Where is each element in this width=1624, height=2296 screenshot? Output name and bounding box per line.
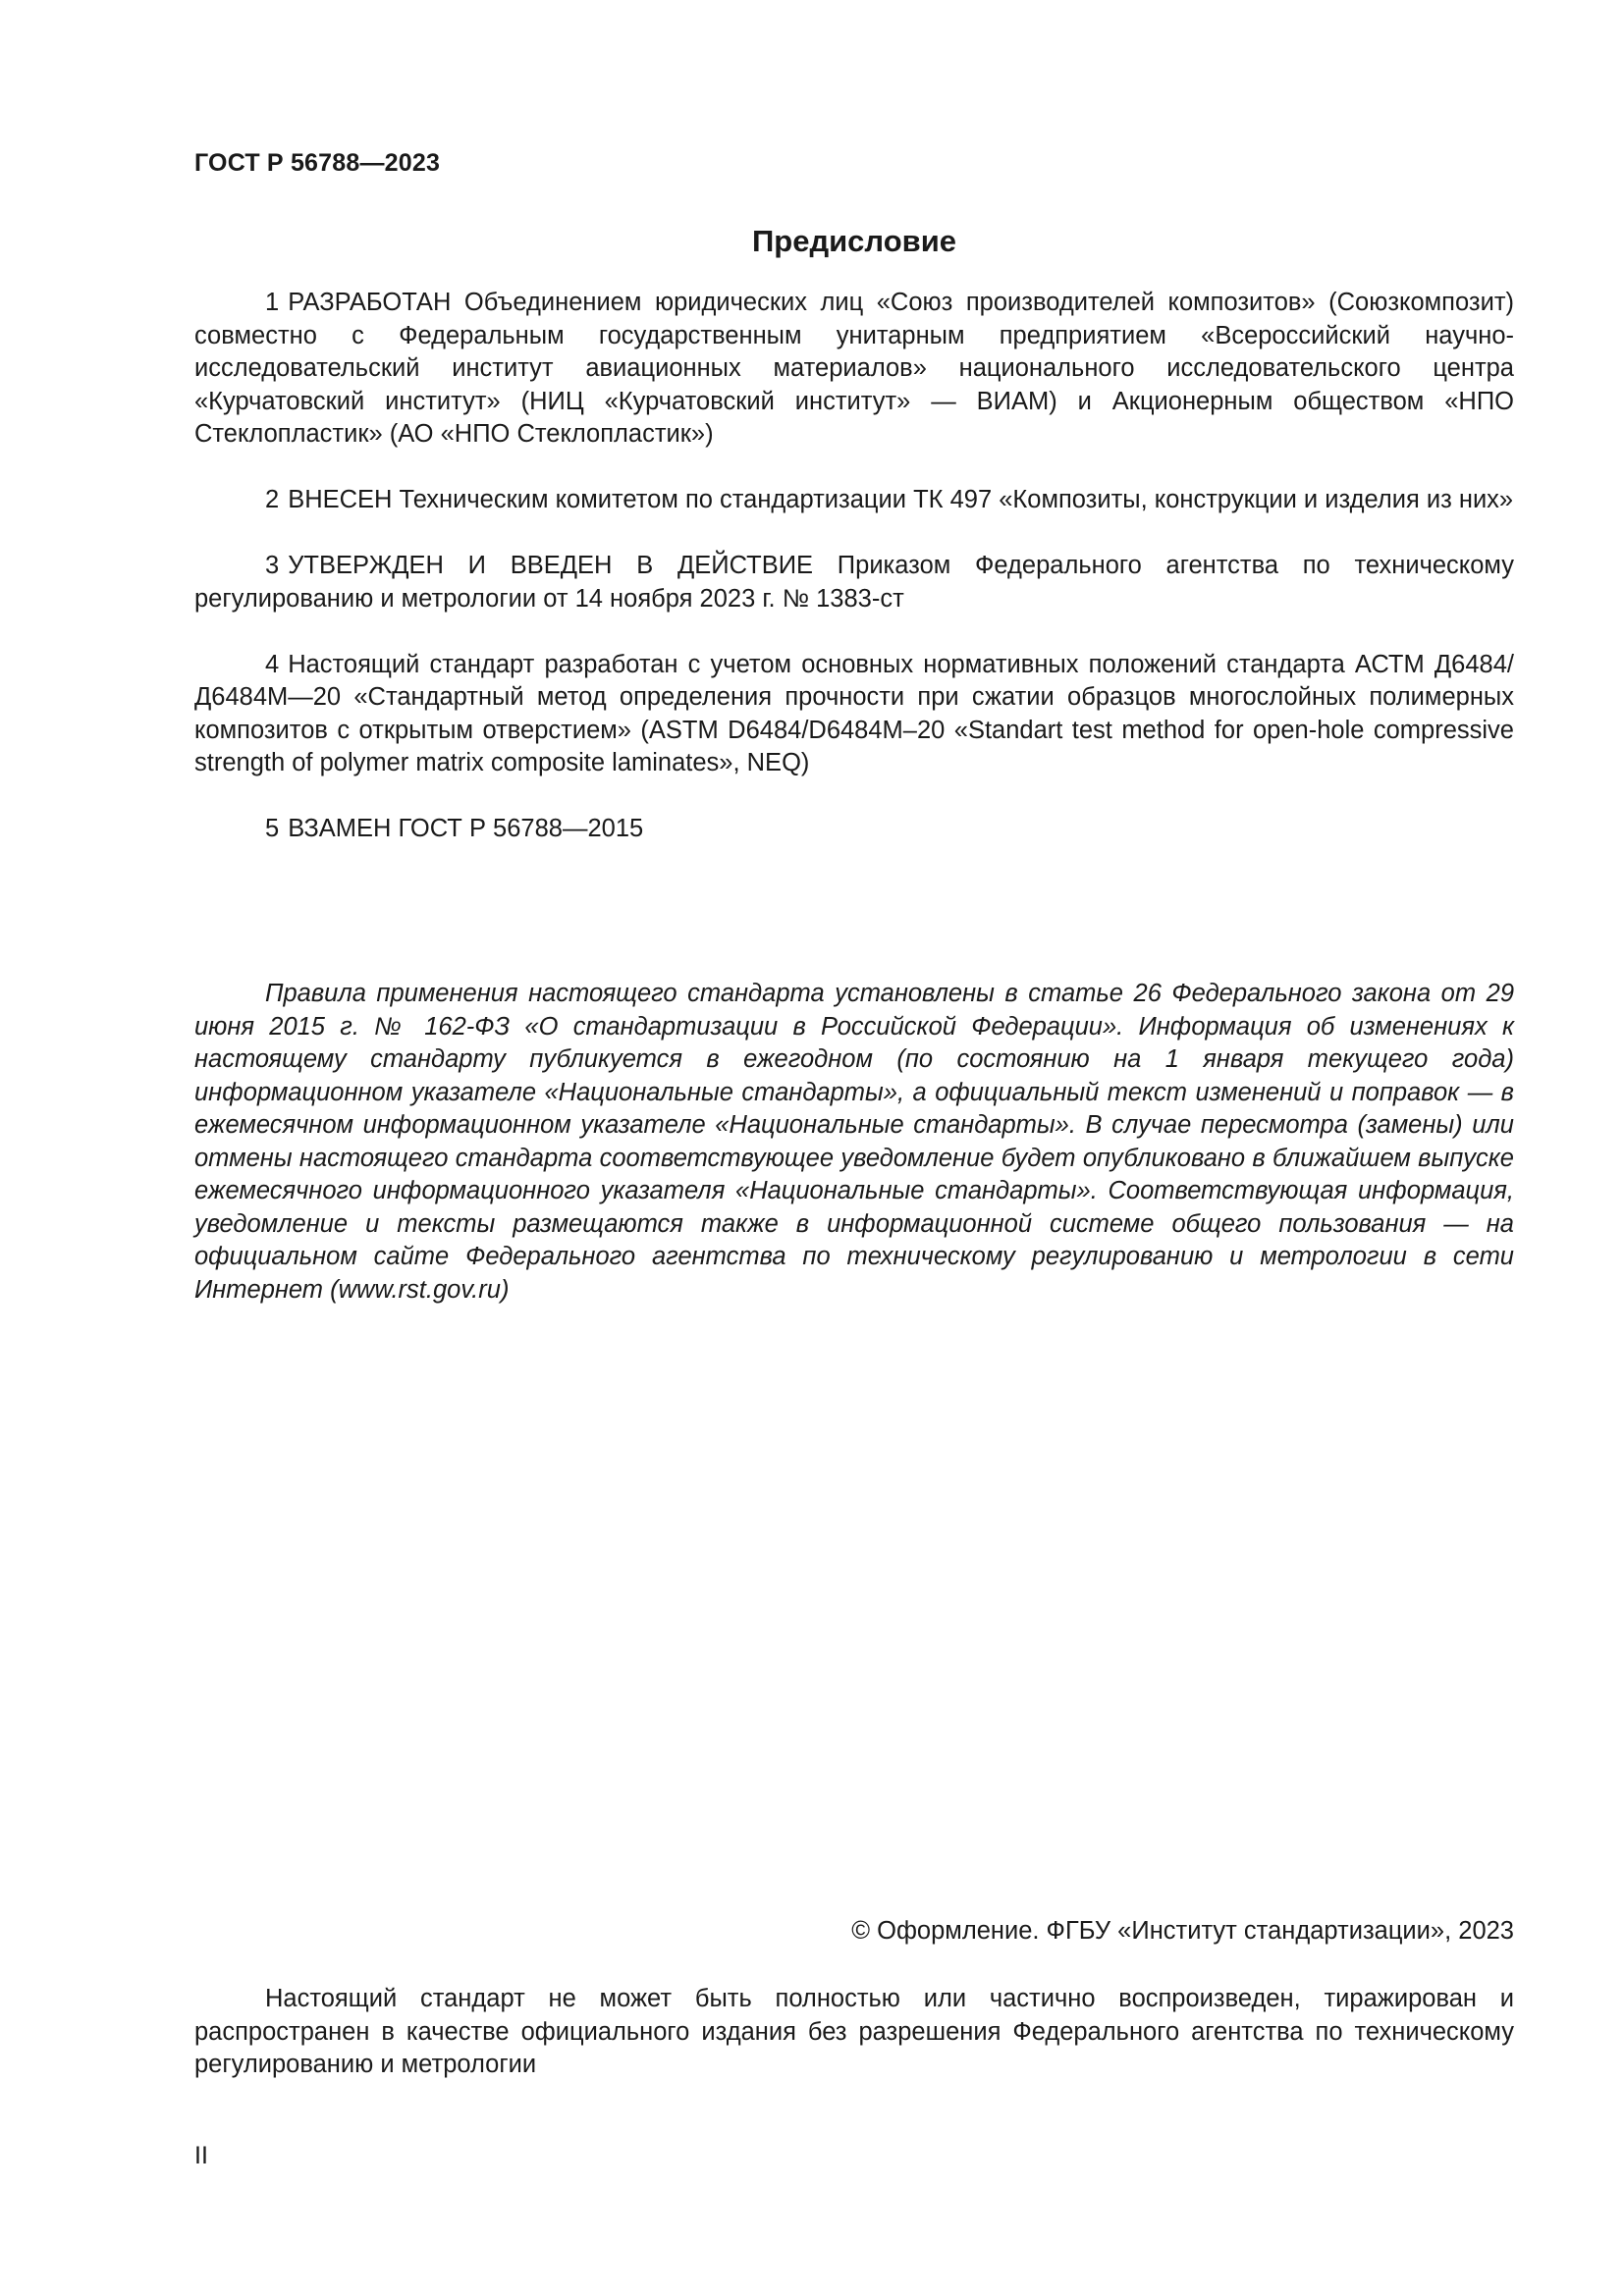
item-text: УТВЕРЖДЕН И ВВЕДЕН В ДЕЙСТВИЕ Приказом Федерального агентства по техническому регулированию и метрологии от 14 ноября 2023 г. № 1383-ст xyxy=(194,552,1514,613)
item-number: 2 xyxy=(265,486,280,513)
preface-item xyxy=(194,287,1514,452)
item-number: 5 xyxy=(265,815,280,842)
item-text: ВЗАМЕН ГОСТ Р 56788—2015 xyxy=(288,815,644,842)
reproduction-notice-text: Настоящий стандарт не может быть полностью или частично воспроизведен, тиражирован и распространен в качестве официального издания без разрешения Федерального агентства по техническому регулированию и метрологии xyxy=(194,1985,1514,2078)
item-number: 3 xyxy=(265,552,280,579)
item-number: 4 xyxy=(265,650,280,678)
page-number: II xyxy=(194,2142,208,2169)
preface-item xyxy=(194,550,1514,615)
preface-item xyxy=(194,649,1514,780)
copyright-line: © Оформление. ФГБУ «Институт стандартизации», 2023 xyxy=(851,1917,1514,1945)
preface-item xyxy=(194,813,1514,846)
document-page xyxy=(194,0,1514,2296)
item-text: РАЗРАБОТАН Объединением юридических лиц «Союз производителей композитов» (Союзкомпозит) совместно с Федеральным государственным унитарным предприятием «Всероссийский научно-исследовательский институт авиационных материалов» национального исследовательского центра «Курчатовский институт» (НИЦ «Курчатовский институт» — ВИАМ) и Акционерным обществом «НПО Стеклопластик» (АО «НПО Стеклопластик») xyxy=(194,289,1514,448)
rules-notice xyxy=(194,978,1514,1307)
preface-items xyxy=(194,287,1514,879)
preface-title: Предисловие xyxy=(751,224,956,258)
item-text: Настоящий стандарт разработан с учетом основных нормативных положений стандарта АСТМ Д6484/Д6484М—20 «Стандартный метод определения прочности при сжатии образцов многослойных полимерных композитов с открытым отверстием» (ASTM D6484/D6484M–20 «Standart test method for open-hole compressive strength of polymer matrix composite laminates», NEQ) xyxy=(194,650,1514,776)
item-number: 1 xyxy=(265,289,280,316)
document-code: ГОСТ Р 56788—2023 xyxy=(194,149,441,177)
rules-notice-text: Правила применения настоящего стандарта установлены в статье 26 Федерального закона от 29 июня 2015 г. № 162-ФЗ «О стандартизации в Российской Федерации». Информация об изменениях к настоящему стандарту публикуется в ежегодном (по состоянию на 1 января текущего года) информационном указателе «Национальные стандарты», а официальный текст изменений и поправок — в ежемесячном информационном указателе «Национальные стандарты». В случае пересмотра (замены) или отмены настоящего стандарта соответствующее уведомление будет опубликовано в ближайшем выпуске ежемесячного информационного указателя «Национальные стандарты». Соответствующая информация, уведомление и тексты размещаются также в информационной системе общего пользования — на официальном сайте Федерального агентства по техническому регулированию и метрологии в сети Интернет (www.rst.gov.ru) xyxy=(194,980,1514,1304)
reproduction-notice xyxy=(194,1983,1514,2082)
item-text: ВНЕСЕН Техническим комитетом по стандартизации ТК 497 «Композиты, конструкции и изделия из них» xyxy=(288,486,1514,513)
preface-item xyxy=(194,484,1514,517)
